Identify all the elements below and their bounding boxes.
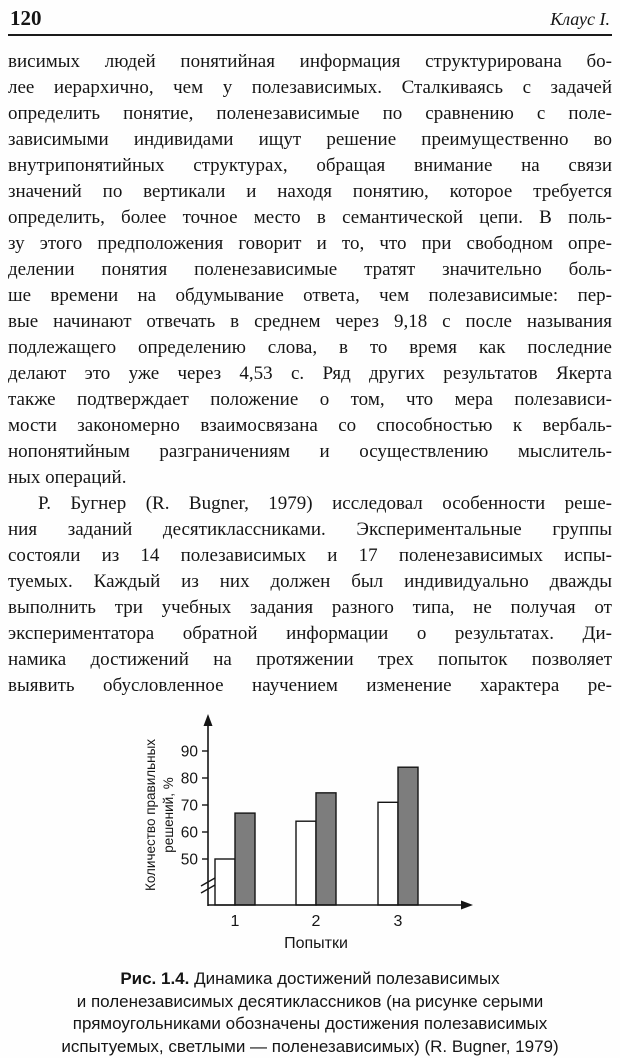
bar-series2-attempt1 [235,813,255,905]
running-head: Клаус I. [550,9,610,29]
figure-caption [8,968,612,1058]
bar-series1-attempt3 [378,802,398,905]
text-line: подлежащего определению слова, в то время как последние [8,337,612,358]
y-tick-label: 70 [180,797,198,815]
figure-caption-text: Динамика достижений полезависимых [194,969,500,988]
text-line: ния заданий десятиклассниками. Экспериментальные группы [8,519,612,540]
text-line: Р. Бугнер (R. Bugner, 1979) исследовал особенности реше- [38,493,612,514]
figure-caption-lines [8,991,612,1058]
text-line: вые начинают отвечать в среднем через 9,18 с после называния [8,311,612,332]
y-tick-label: 90 [180,743,198,761]
y-tick-label: 50 [180,851,198,869]
x-tick-label: 3 [393,913,403,930]
text-line: значений по вертикали и находя понятию, которое требуется [8,181,612,202]
text-line: ных операций. [8,467,127,488]
text-line: делают это уже через 4,53 с. Ряд других результатов Якерта [8,363,612,384]
page-header [8,6,612,36]
x-tick-label: 2 [311,913,321,930]
text-line: намика достижений на протяжении трех попыток позволяет [8,649,612,670]
body-text [8,49,612,699]
y-axis-label-line1: Количество правильных [143,738,158,892]
paragraph-1 [8,49,612,491]
text-line: лее иерархично, чем у полезависимых. Сталкиваясь с задачей [8,77,612,98]
text-line: зу этого предположения говорит и то, что при свободном опре- [8,233,612,254]
text-line: висимых людей понятийная информация структурирована бо- [8,51,612,72]
text-line: ше времени на обдумывание ответа, чем полезависимые: пер- [8,285,612,306]
y-tick-label: 60 [180,824,198,842]
figure-caption-line: прямоугольниками обозначены достижения полезависимых [72,1014,548,1033]
text-line: экспериментатора обратной информации о результатах. Ди- [8,623,612,644]
bar-series1-attempt1 [215,859,235,905]
text-line: туемых. Каждый из них должен был индивидуально дважды [8,571,612,592]
x-axis-arrow [461,901,473,910]
bar-chart-canvas [138,709,482,957]
text-line: выполнить три учебных задания разного типа, не получая от [8,597,612,618]
text-line: состояли из 14 полезависимых и 17 поленезависимых испы- [8,545,612,566]
y-tick-label: 80 [180,770,198,788]
figure-caption-line: испытуемых, светлыми — поленезависимых) (R. Bugner, 1979) [61,1036,559,1056]
text-line: выявить обусловленное научением изменение характера ре- [8,675,612,696]
text-line: делении понятия поленезависимые тратят значительно боль- [8,259,612,280]
text-line: мости закономерно взаимосвязана со способностью к вербаль- [8,415,612,436]
x-axis-label: Попытки [284,935,348,952]
figure-caption-line: и поленезависимых десятиклассников (на рисунке серыми [76,991,544,1011]
y-axis-arrow [204,714,213,726]
bar-chart [138,709,482,962]
paragraph-2 [8,491,612,699]
figure-caption-label: Рис. 1.4. [120,969,190,988]
figure-1-4 [8,709,612,1058]
text-line: зависимыми индивидами ищут решение преимущественно во [8,129,612,150]
text-line: определить понятие, поленезависимые по сравнению с поле- [8,103,612,124]
bar-series2-attempt2 [316,793,336,905]
figure-caption-line [8,968,612,991]
bar-series2-attempt3 [398,767,418,905]
y-axis-label-line2: решений, % [161,777,176,853]
bar-series1-attempt2 [296,821,316,905]
text-line: внутрипонятийных структурах, обращая внимание на связи [8,155,612,176]
text-line: определить, более точное место в семантической цепи. В поль- [8,207,612,228]
text-line: нопонятийным разграничениям и осуществлению мыслитель- [8,441,612,462]
page-number: 120 [10,6,42,30]
x-tick-label: 1 [230,913,240,930]
text-line: также подтверждает положение о том, что мера полезависи- [8,389,612,410]
